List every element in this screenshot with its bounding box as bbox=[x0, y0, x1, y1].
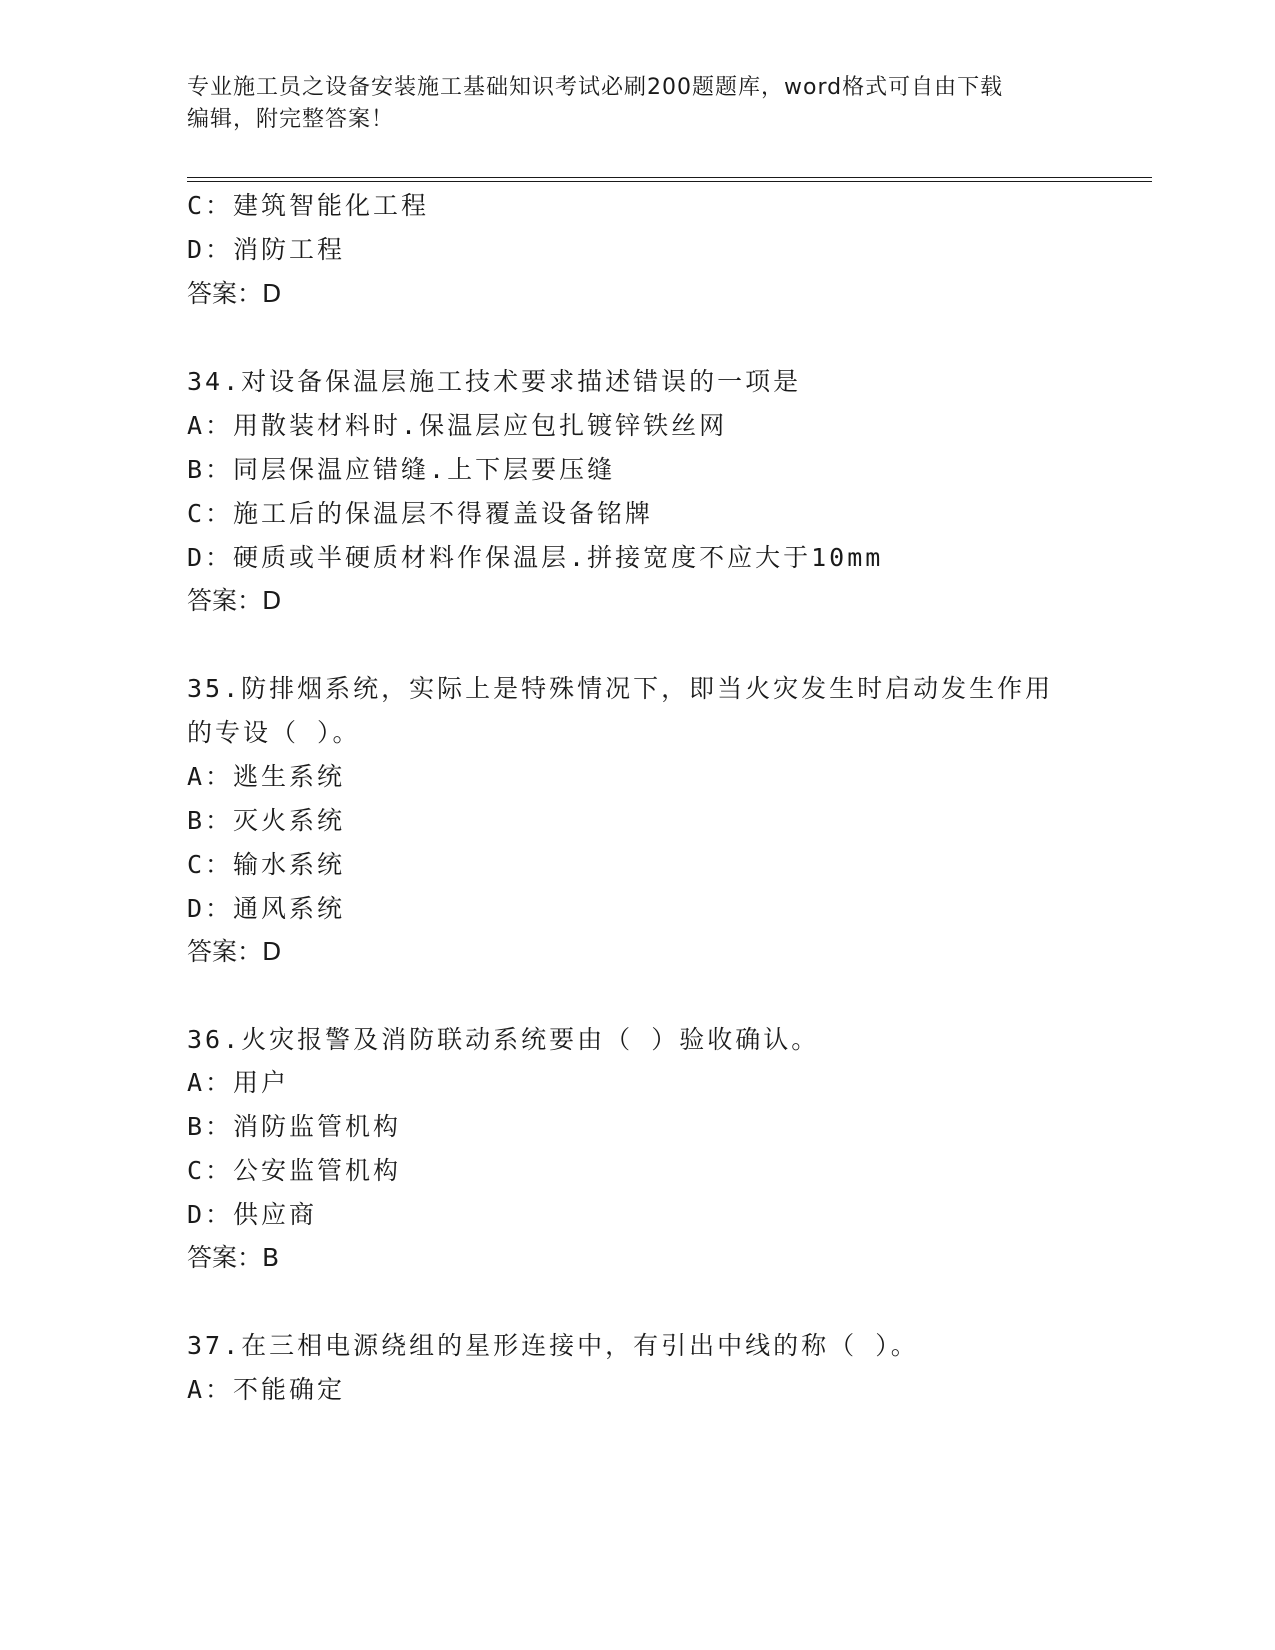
q36-option-d: D：供应商 bbox=[187, 1200, 318, 1229]
q34-option-d: D：硬质或半硬质材料作保温层.拼接宽度不应大于10mm bbox=[187, 543, 884, 572]
document-header bbox=[187, 72, 1067, 136]
q37-question: 37.在三相电源绕组的星形连接中，有引出中线的称（ ）。 bbox=[187, 1331, 919, 1360]
q35-option-d: D：通风系统 bbox=[187, 894, 346, 923]
q34-option-c: C：施工后的保温层不得覆盖设备铭牌 bbox=[187, 499, 654, 528]
q36-option-a: A：用户 bbox=[187, 1068, 290, 1097]
q36-question: 36.火灾报警及消防联动系统要由（ ）验收确认。 bbox=[187, 1025, 820, 1054]
q35-question-line-1: 35.防排烟系统，实际上是特殊情况下，即当火灾发生时启动发生作用 bbox=[187, 674, 1054, 703]
q35-option-c: C：输水系统 bbox=[187, 850, 346, 879]
header-divider-top bbox=[187, 177, 1152, 178]
header-title-line-1: 专业施工员之设备安装施工基础知识考试必刷200题题库，word格式可自由下载 bbox=[187, 75, 1004, 100]
q33-option-c: C：建筑智能化工程 bbox=[187, 191, 430, 220]
q36-answer: 答案：B bbox=[187, 1243, 280, 1272]
q33-answer: 答案：D bbox=[187, 279, 282, 308]
q35-option-a: A：逃生系统 bbox=[187, 762, 346, 791]
q33-option-d: D：消防工程 bbox=[187, 235, 346, 264]
q35-answer: 答案：D bbox=[187, 937, 282, 966]
header-divider-bottom bbox=[187, 181, 1152, 182]
q35-option-b: B：灭火系统 bbox=[187, 806, 346, 835]
q35-question-line-2: 的专设（ ）。 bbox=[187, 718, 361, 747]
q34-question: 34.对设备保温层施工技术要求描述错误的一项是 bbox=[187, 367, 802, 396]
q36-option-b: B：消防监管机构 bbox=[187, 1112, 402, 1141]
q37-option-a: A：不能确定 bbox=[187, 1375, 346, 1404]
q34-option-b: B：同层保温应错缝.上下层要压缝 bbox=[187, 455, 616, 484]
q36-option-c: C：公安监管机构 bbox=[187, 1156, 402, 1185]
header-title-line-2: 编辑，附完整答案！ bbox=[187, 107, 395, 132]
q34-answer: 答案：D bbox=[187, 586, 282, 615]
q34-option-a: A：用散装材料时.保温层应包扎镀锌铁丝网 bbox=[187, 411, 728, 440]
